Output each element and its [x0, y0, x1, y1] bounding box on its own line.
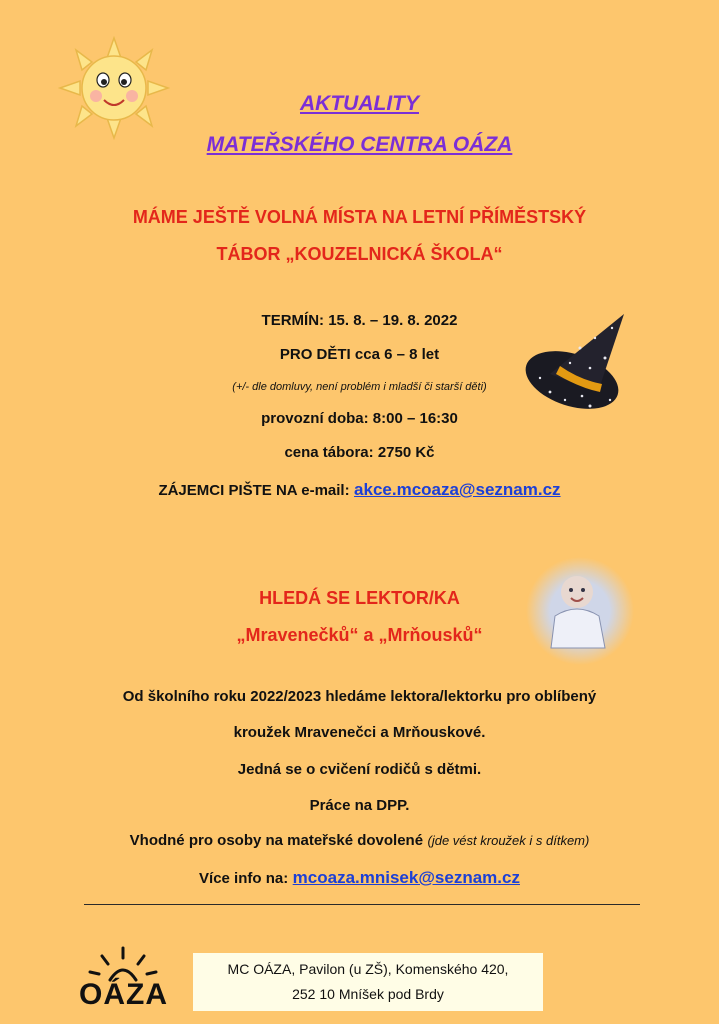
camp-ages: PRO DĚTI cca 6 – 8 let [279, 346, 440, 363]
lector-line-1: Od školního roku 2022/2023 hledáme lektora/lektorku pro oblíbený [122, 688, 597, 705]
lector-info [0, 868, 719, 888]
lector-headline-1: HLEDÁ SE LEKTOR/KA [259, 588, 460, 608]
lector-email-link[interactable]: mcoaza.mnisek@seznam.cz [292, 868, 520, 887]
page-subtitle [0, 133, 719, 157]
title-line-1: AKTUALITY [300, 92, 419, 115]
witch-hat-icon [520, 308, 630, 418]
lector-info-label: Více info na: [199, 870, 289, 887]
address-line-1: MC OÁZA, Pavilon (u ZŠ), Komenského 420, [227, 961, 509, 977]
camp-headline-1: MÁME JEŠTĚ VOLNÁ MÍSTA NA LETNÍ PŘÍMĚSTSKÝ [132, 207, 587, 227]
camp-term: TERMÍN: 15. 8. – 19. 8. 2022 [261, 312, 458, 329]
title-line-2: MATEŘSKÉHO CENTRA OÁZA [206, 133, 513, 156]
lector-line-5-bold: Vhodné pro osoby na mateřské dovolené [129, 832, 424, 849]
footer-divider [84, 904, 640, 905]
lector-line-2: kroužek Mravenečci a Mrňouskové. [233, 724, 486, 741]
page-title [0, 92, 719, 116]
camp-email-link[interactable]: akce.mcoaza@seznam.cz [354, 480, 561, 499]
lector-line-3: Jedná se o cvičení rodičů s dětmi. [237, 761, 482, 778]
sun-icon [58, 36, 170, 140]
oaza-logo: OÁZA [79, 978, 168, 1011]
camp-price: cena tábora: 2750 Kč [284, 444, 435, 461]
oaza-logo-rays-icon [88, 944, 158, 982]
address-box [193, 953, 543, 1011]
camp-hours: provozní doba: 8:00 – 16:30 [261, 410, 458, 427]
lector-line-5 [0, 832, 719, 850]
baby-photo [525, 556, 635, 666]
camp-contact-label: ZÁJEMCI PIŠTE NA e-mail: [158, 482, 350, 499]
camp-contact [0, 480, 719, 500]
lector-line-4: Práce na DPP. [309, 797, 410, 814]
lector-headline-2: „Mravenečků“ a „Mrňousků“ [236, 625, 483, 645]
camp-ages-note: (+/- dle domluvy, není problém i mladší či starší děti) [232, 381, 487, 393]
camp-headline-2: TÁBOR „KOUZELNICKÁ ŠKOLA“ [216, 244, 503, 264]
address-line-2: 252 10 Mníšek pod Brdy [292, 986, 444, 1002]
lector-line-5-note: (jde vést kroužek i s dítkem) [427, 833, 590, 848]
